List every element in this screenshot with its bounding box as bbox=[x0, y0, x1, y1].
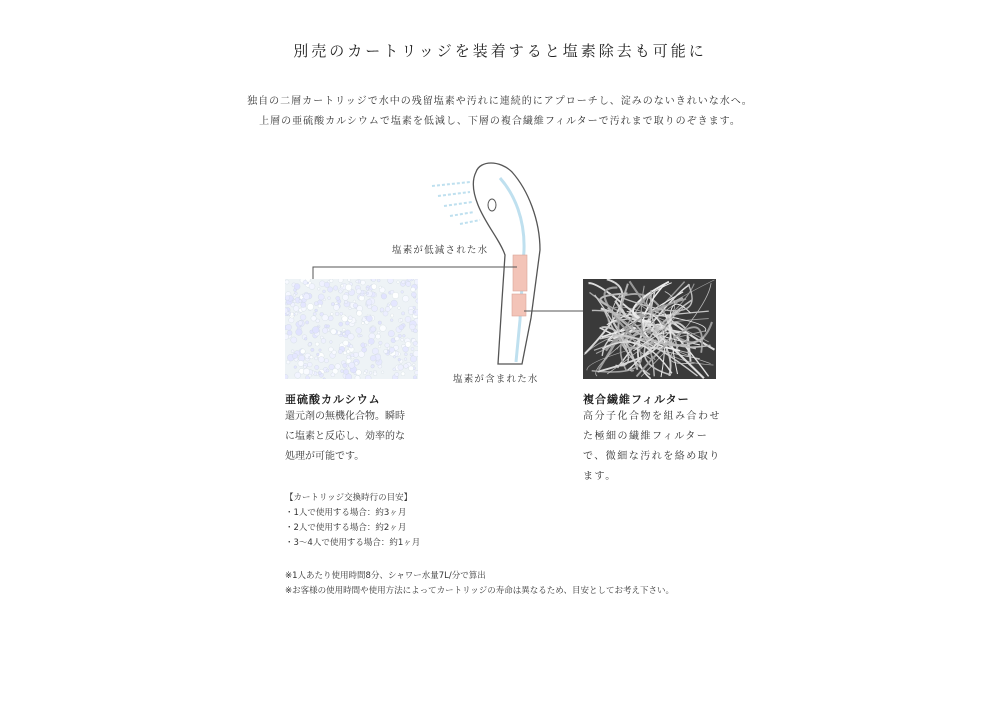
description-line: 高分子化合物を組み合わせ bbox=[583, 411, 721, 422]
guide-heading: 【カートリッジ交換時行の目安】 bbox=[285, 493, 413, 503]
cartridge-upper bbox=[513, 255, 527, 291]
nozzle-icon bbox=[488, 199, 496, 211]
water-spray-icon bbox=[432, 182, 480, 224]
description-line: ます。 bbox=[583, 471, 617, 482]
fiber-filter-photo bbox=[583, 279, 716, 379]
description-line: 処理が可能です。 bbox=[285, 451, 365, 462]
section-title: 別売のカートリッジを装着すると塩素除去も可能に bbox=[293, 42, 707, 60]
intro-line-2: 上層の亜硫酸カルシウムで塩素を低減し、下層の複合繊維フィルターで汚れまで取りのぞきます。 bbox=[259, 116, 741, 127]
description-line: た極細の繊維フィルター bbox=[583, 431, 709, 442]
replacement-guide bbox=[285, 491, 420, 551]
intro-line-1: 独自の二層カートリッジで水中の残留塩素や汚れに連続的にアプローチし、淀みのないきれいな水へ。 bbox=[247, 96, 753, 107]
note-line: ※1人あたり使用時間8分、シャワー水量7L/分で算出 bbox=[285, 571, 486, 581]
label-reduced-water: 塩素が低減された水 bbox=[392, 245, 489, 256]
calcium-sulfite-photo bbox=[285, 279, 418, 379]
guide-item: ・3〜4人で使用する場合：約1ヶ月 bbox=[285, 538, 421, 548]
guide-item: ・2人で使用する場合：約2ヶ月 bbox=[285, 523, 407, 533]
description-line: 還元剤の無機化合物。瞬時 bbox=[285, 411, 405, 422]
description-line: に塩素と反応し、効率的な bbox=[285, 431, 405, 442]
label-chlorinated-water: 塩素が含まれた水 bbox=[453, 374, 539, 385]
calcium-sulfite-description bbox=[285, 407, 405, 467]
calcium-sulfite-heading: 亜硫酸カルシウム bbox=[285, 393, 381, 406]
shower-head-outline bbox=[473, 163, 540, 364]
note-line: ※お客様の使用時間や使用方法によってカートリッジの寿命は異なるため、目安としてお考え下さい。 bbox=[285, 586, 674, 596]
cartridge-lower bbox=[512, 294, 526, 316]
fiber-filter-description bbox=[583, 407, 721, 487]
fiber-filter-heading: 複合繊維フィルター bbox=[583, 393, 690, 406]
notes bbox=[285, 569, 674, 599]
description-line: で、微細な汚れを絡め取り bbox=[583, 451, 721, 462]
guide-item: ・1人で使用する場合：約3ヶ月 bbox=[285, 508, 407, 518]
